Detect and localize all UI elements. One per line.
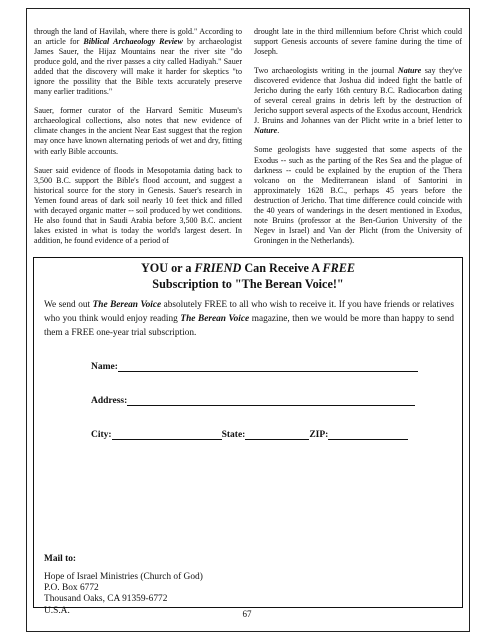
address-line-2: P.O. Box 6772 (44, 583, 99, 594)
right-paragraph-1: drought late in the third millennium before Christ which could support Genesis accounts of severe famine during the time of Joseph. (254, 27, 462, 57)
state-label: State: (221, 430, 246, 440)
address-field[interactable] (127, 395, 415, 406)
address-line-3: Thousand Oaks, CA 91359-6772 (44, 594, 168, 605)
offer-subtitle: Subscription to "The Berean Voice!" (152, 276, 344, 291)
address-line-4: U.S.A. (44, 605, 70, 616)
name-row (91, 361, 418, 372)
journal-title-nature: Nature (397, 66, 422, 76)
state-field[interactable] (245, 429, 309, 440)
city-label: City: (91, 430, 112, 440)
mail-to-label: Mail to: (44, 554, 77, 564)
address-line-1: Hope of Israel Ministries (Church of God) (44, 572, 203, 582)
right-paragraph-2: Two archaeologists writing in the journal Nature say they've discovered evidence that Joshua did indeed fight the battle of Jericho during the early 16th century B.C. Radiocarbon dating of several cereal grains in debris left by the destruction of Jericho support several aspects of the Exodus account, Hendrick J. Bruins and Johannes van der Plicht write in a brief letter to Nature. (254, 66, 462, 136)
left-paragraph-2: Sauer, former curator of the Harvard Semitic Museum's archaeological collections, also notes that new evidence of climate changes in the ancient Near East suggest that the region may once have known alternating periods of wet and dry, fitting with early Bible accounts. (34, 106, 242, 156)
journal-title-bar: Biblical Archaeology Review (83, 37, 183, 47)
right-paragraph-3: Some geologists have suggested that some aspects of the Exodus -- such as the parting of the Res Sea and the plague of darkness -- could be explained by the eruption of the Thera volcano on the Mediterranean island of Santorini in approximately 1628 B.C., perhaps 45 years before the destruction of Jericho. That time difference could coincide with the 40 years of wanderings in the desert mentioned in Exodus, note Bruins (professor at the Ben-Gurion University of the Negev in Israel) and Van der Plicht (from the University of Groningen in the Netherlands). (254, 145, 462, 245)
offer-description: We send out The Berean Voice absolutely FREE to all who wish to receive it. If you have friends or relatives who you think would enjoy reading The Berean Voice magazine, then we would be more than happy to send them a FREE one-year trial subscription. (44, 300, 454, 339)
address-label: Address: (91, 396, 128, 406)
left-column (34, 27, 242, 257)
left-paragraph-3: Sauer said evidence of floods in Mesopotamia dating back to 3,500 B.C. support the Bible's flood account, and suggest a historical source for the story in Genesis. Sauer's research in Yemen found areas of dark soil nearly 10 feet thick and filled with decayed organic matter -- soil produced by wet conditions. He also found that in Saudi Arabia before 3,500 B.C. ancient lakes existed in what is today the world's largest desert. In addition, he found evidence of a period of (34, 165, 242, 245)
zip-field[interactable] (328, 429, 408, 440)
offer-title (34, 261, 462, 292)
city-state-zip-row (91, 429, 408, 440)
article-columns (34, 27, 462, 257)
address-row (91, 395, 415, 406)
subscription-offer-box (33, 257, 463, 616)
right-column (254, 27, 462, 257)
zip-label: ZIP: (309, 430, 329, 440)
name-field[interactable] (118, 361, 418, 372)
offer-headline: YOU or a FRIEND Can Receive A FREE (140, 261, 356, 275)
journal-title-nature-2: Nature (254, 126, 278, 136)
name-label: Name: (91, 362, 118, 372)
page-number: 67 (242, 609, 252, 619)
city-field[interactable] (112, 429, 222, 440)
left-paragraph-1: through the land of Havilah, where there is gold." According to an article for Biblical Archaeology Review by archaeologist James Sauer, the Hijaz Mountains near the river site "do produce gold, and the river passes a city called Hadiyah." Sauer added that the discovery will make it harder for skeptics "to ignore the possility that the Bible texts accurately preserve many earlier traditions." (34, 27, 242, 97)
